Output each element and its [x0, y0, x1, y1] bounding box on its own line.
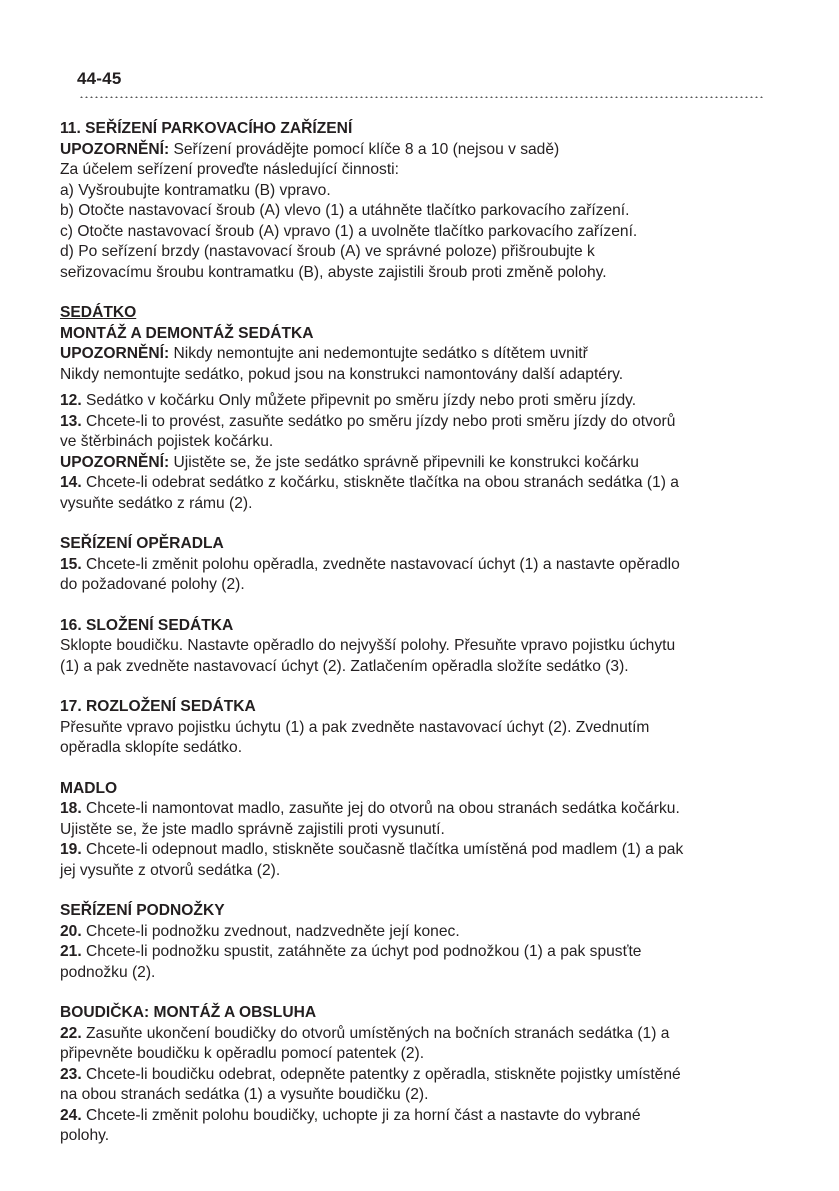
- step-21: [60, 942, 790, 963]
- step-number: 12.: [60, 392, 82, 409]
- text-line: c) Otočte nastavovací šroub (A) vpravo (1) a uvolněte tlačítko parkovacího zařízení.: [60, 222, 638, 240]
- dotted-separator: [79, 96, 763, 98]
- warning-text: Seřízení provádějte pomocí klíče 8 a 10 (nejsou v sadě): [169, 140, 560, 158]
- step-number: 23.: [60, 1065, 82, 1083]
- section-canopy: [60, 1003, 790, 1147]
- step-number: 14.: [60, 474, 82, 491]
- section-parking-brake: [60, 119, 790, 283]
- text-line: podnožku (2).: [60, 963, 156, 981]
- section-heading: SEŘÍZENÍ PODNOŽKY: [60, 902, 225, 919]
- text-line: na obou stranách sedátka (1) a vysuňte boudičku (2).: [60, 1086, 429, 1103]
- warning-line: [60, 344, 790, 365]
- warning-line: [60, 140, 790, 161]
- section-unfold-seat: [60, 697, 790, 759]
- warning-label: UPOZORNĚNÍ:: [60, 140, 170, 158]
- step-text: Chcete-li namontovat madlo, zasuňte jej do otvorů na obou stranách sedátka kočárku.: [81, 800, 680, 817]
- step-text: Chcete-li podnožku zvednout, nadzvedněte její konec.: [81, 922, 460, 940]
- section-fold-seat: [60, 616, 790, 678]
- step-text: Chcete-li boudičku odebrat, odepněte patentky z opěradla, stiskněte pojistky umístěné: [81, 1065, 681, 1083]
- text-line: ve štěrbinách pojistek kočárku.: [60, 433, 274, 450]
- section-heading: BOUDIČKA: MONTÁŽ A OBSLUHA: [60, 1004, 317, 1021]
- step-number: 15.: [60, 555, 82, 573]
- step-24: [60, 1106, 790, 1127]
- page-number: 44-45: [77, 69, 122, 88]
- step-number: 13.: [60, 412, 82, 430]
- warning-label: UPOZORNĚNÍ:: [60, 453, 170, 471]
- step-15: [60, 555, 790, 576]
- step-text: Chcete-li podnožku spustit, zatáhněte za úchyt pod podnožkou (1) a pak spusťte: [81, 943, 642, 960]
- text-line: jej vysuňte z otvorů sedátka (2).: [60, 861, 281, 879]
- step-number: 20.: [60, 922, 82, 940]
- step-23: [60, 1065, 790, 1086]
- step-18: [60, 799, 790, 820]
- step-text: Chcete-li změnit polohu opěradla, zvedněte nastavovací úchyt (1) a nastavte opěradlo: [81, 555, 680, 573]
- step-14: [60, 473, 790, 494]
- warning-label: UPOZORNĚNÍ:: [60, 345, 170, 362]
- warning-text: Nikdy nemontujte ani nedemontujte sedátko s dítětem uvnitř: [169, 345, 588, 362]
- step-number: 21.: [60, 943, 82, 960]
- section-backrest: [60, 534, 790, 596]
- text-line: připevněte boudičku k opěradlu pomocí patentek (2).: [60, 1045, 425, 1062]
- section-seat: [60, 303, 790, 514]
- step-20: [60, 922, 790, 943]
- text-line: Přesuňte vpravo pojistku úchytu (1) a pak zvedněte nastavovací úchyt (2). Zvednutím: [60, 718, 650, 736]
- text-line: Za účelem seřízení proveďte následující činnosti:: [60, 161, 399, 178]
- text-line: (1) a pak zvedněte nastavovací úchyt (2). Zatlačením opěradla složíte sedátko (3).: [60, 657, 629, 675]
- step-12: [60, 391, 790, 412]
- step-text: Chcete-li to provést, zasuňte sedátko po směru jízdy nebo proti směru jízdy do otvorů: [81, 412, 676, 430]
- section-heading: 17. ROZLOŽENÍ SEDÁTKA: [60, 698, 256, 715]
- step-number: 19.: [60, 841, 82, 858]
- text-line: d) Po seřízení brzdy (nastavovací šroub (A) ve správné poloze) přišroubujte k: [60, 243, 595, 260]
- section-title: SEDÁTKO: [60, 304, 137, 321]
- step-13: [60, 412, 790, 433]
- text-line: Ujistěte se, že jste madlo správně zajistili proti vysunutí.: [60, 820, 445, 838]
- text-line: do požadované polohy (2).: [60, 576, 245, 593]
- text-line: seřizovacímu šroubu kontramatku (B), abyste zajistili šroub proti změně polohy.: [60, 263, 607, 281]
- step-22: [60, 1024, 790, 1045]
- text-line: Nikdy nemontujte sedátko, pokud jsou na konstrukci namontovány další adaptéry.: [60, 365, 624, 383]
- section-heading: 16. SLOŽENÍ SEDÁTKA: [60, 616, 234, 634]
- page-content: [60, 119, 790, 1147]
- section-heading: 11. SEŘÍZENÍ PARKOVACÍHO ZAŘÍZENÍ: [60, 120, 353, 137]
- warning-text: Ujistěte se, že jste sedátko správně připevnili ke konstrukci kočárku: [169, 453, 639, 471]
- section-heading: MADLO: [60, 779, 118, 797]
- warning-line: [60, 453, 790, 474]
- text-line: opěradla sklopíte sedátko.: [60, 739, 243, 756]
- section-heading: SEŘÍZENÍ OPĚRADLA: [60, 535, 224, 552]
- text-line: b) Otočte nastavovací šroub (A) vlevo (1) a utáhněte tlačítko parkovacího zařízení.: [60, 202, 630, 219]
- step-19: [60, 840, 790, 861]
- text-line: vysuňte sedátko z rámu (2).: [60, 494, 253, 512]
- text-line: Sklopte boudičku. Nastavte opěradlo do nejvyšší polohy. Přesuňte vpravo pojistku úchytu: [60, 637, 676, 654]
- section-footrest: [60, 901, 790, 983]
- step-text: Chcete-li odepnout madlo, stiskněte současně tlačítka umístěná pod madlem (1) a pak: [81, 841, 684, 858]
- text-line: a) Vyšroubujte kontramatku (B) vpravo.: [60, 181, 331, 199]
- step-text: Zasuňte ukončení boudičky do otvorů umístěných na bočních stranách sedátka (1) a: [81, 1024, 670, 1042]
- step-number: 18.: [60, 800, 82, 817]
- step-text: Sedátko v kočárku Only můžete připevnit po směru jízdy nebo proti směru jízdy.: [81, 392, 637, 409]
- step-text: Chcete-li změnit polohu boudičky, uchopte ji za horní část a nastavte do vybrané: [81, 1106, 641, 1124]
- step-number: 24.: [60, 1106, 82, 1124]
- step-number: 22.: [60, 1024, 82, 1042]
- section-heading: MONTÁŽ A DEMONTÁŽ SEDÁTKA: [60, 324, 314, 342]
- step-text: Chcete-li odebrat sedátko z kočárku, stiskněte tlačítka na obou stranách sedátka (1) a: [81, 474, 679, 491]
- text-line: polohy.: [60, 1127, 110, 1144]
- section-handlebar: [60, 779, 790, 882]
